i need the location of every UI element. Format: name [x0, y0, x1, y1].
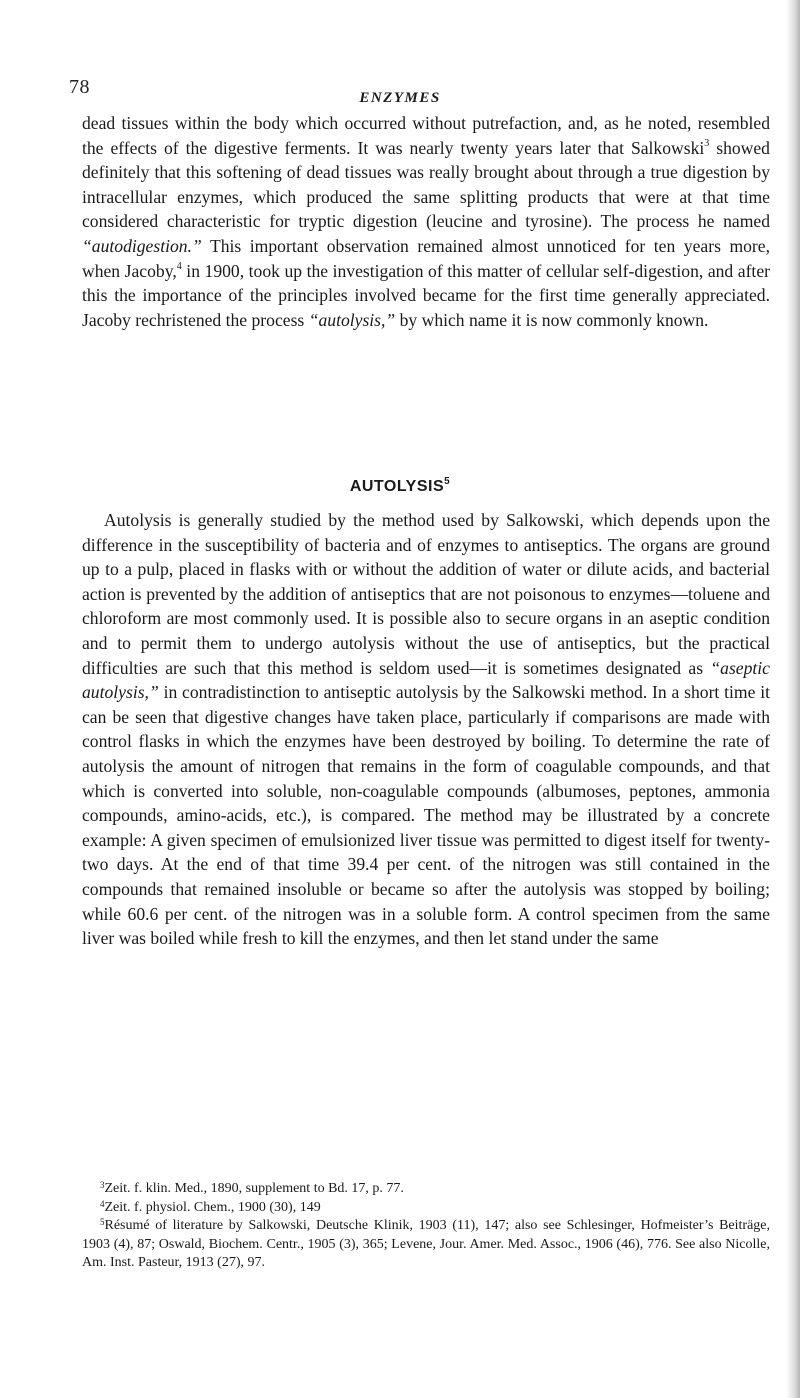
footnotes — [82, 1180, 770, 1273]
page-edge-shadow — [786, 0, 800, 1398]
page-number: 78 — [69, 76, 90, 98]
footnote-3 — [82, 1180, 770, 1199]
running-head: ENZYMES — [359, 90, 441, 106]
paragraph-1-text-d: in 1900, took up the investigation of this matter of cellular self-digestion, and after this the importance of the principles involved became for the first time generally appreciated. Jacoby rechristened the process — [82, 260, 770, 330]
footnote-text: Zeit. f. klin. Med., 1890, supplement to Bd. 17, p. 77. — [104, 1181, 404, 1196]
footnote-number: 4 — [100, 1198, 105, 1209]
section-heading — [0, 475, 800, 496]
footnote-ref-5: 5 — [444, 475, 451, 487]
paragraph-2-text-a: Autolysis is generally studied by the method used by Salkowski, which depends upon the difference in the susceptibility of bacteria and of enzymes to antiseptics. The organs are ground up to a pulp, placed in flasks with or without the addition of water or dilute acids, and bacterial action is prevented by the addition of antiseptics that are not poisonous to enzymes—toluene and chloroform are most commonly used. It is possible also to secure organs in an aseptic condition and to permit them to undergo autolysis without the use of antiseptics, but the practical difficulties are such that this method is seldom used—it is sometimes designated as — [82, 510, 770, 678]
term-aseptic-autolysis: “aseptic autolysis,” — [82, 657, 770, 703]
footnote-4 — [82, 1199, 770, 1218]
section-heading-text: AUTOLYSIS — [349, 478, 445, 495]
paragraph-1-text-a: dead tissues within the body which occurred without putrefaction, and, as he noted, resembled the effects of the digestive ferments. It was nearly twenty years later that Salkowski — [82, 113, 770, 158]
paragraph-1-text-b: showed definitely that this softening of dead tissues was really brought about through a true digestion by intracellular enzymes, which produced the same splitting products that were at that time considered characteristic for tryptic digestion (leucine and tyrosine). The process he named — [82, 137, 770, 232]
footnote-number: 3 — [100, 1180, 105, 1190]
footnote-5 — [82, 1217, 770, 1273]
footnote-text: Résumé of literature by Salkowski, Deutsche Klinik, 1903 (11), 147; also see Schlesinger, Hofmeister’s Beiträge, 1903 (4), 87; Oswald, Biochem. Centr., 1905 (3), 365; Levene, Jour. Amer. Med. Assoc., 1906 (46), 776. See also Nicolle, Am. Inst. Pasteur, 1913 (27), 97. — [82, 1218, 770, 1271]
term-autolysis: “autolysis,” — [308, 309, 396, 330]
paragraph-1 — [82, 111, 770, 332]
footnote-ref-4: 4 — [176, 260, 182, 272]
paragraph-1-text-e: by which name it is now commonly known. — [395, 309, 709, 330]
footnote-number: 5 — [100, 1217, 105, 1228]
footnote-text: Zeit. f. physiol. Chem., 1900 (30), 149 — [104, 1199, 321, 1215]
term-autodigestion: “autodigestion.” — [82, 235, 202, 256]
paragraph-1-text-c: This important observation remained almost unnoticed for ten years more, when Jacoby, — [82, 235, 770, 281]
paragraph-2-text-b: in contradistinction to antiseptic autolysis by the Salkowski method. In a short time it can be seen that digestive changes have taken place, particularly if comparisons are made with control flasks in which the enzymes have been destroyed by boiling. To determine the rate of autolysis the amount of nitrogen that remains in the form of coagulable compounds, and that which is converted into soluble, non-coagulable compounds (albumoses, peptones, ammonia compounds, amino-acids, etc.), is compared. The method may be illustrated by a concrete example: A given specimen of emulsionized liver tissue was permitted to digest itself for twenty-two days. At the end of that time 39.4 per cent. of the nitrogen was still contained in the compounds that remained insoluble or became so after the autolysis was stopped by boiling; while 60.6 per cent. of the nitrogen was in a soluble form. A control specimen from the same liver was boiled while fresh to kill the enzymes, and then let stand under the same — [82, 682, 770, 949]
paragraph-2 — [82, 508, 770, 951]
footnote-ref-3: 3 — [704, 137, 710, 149]
